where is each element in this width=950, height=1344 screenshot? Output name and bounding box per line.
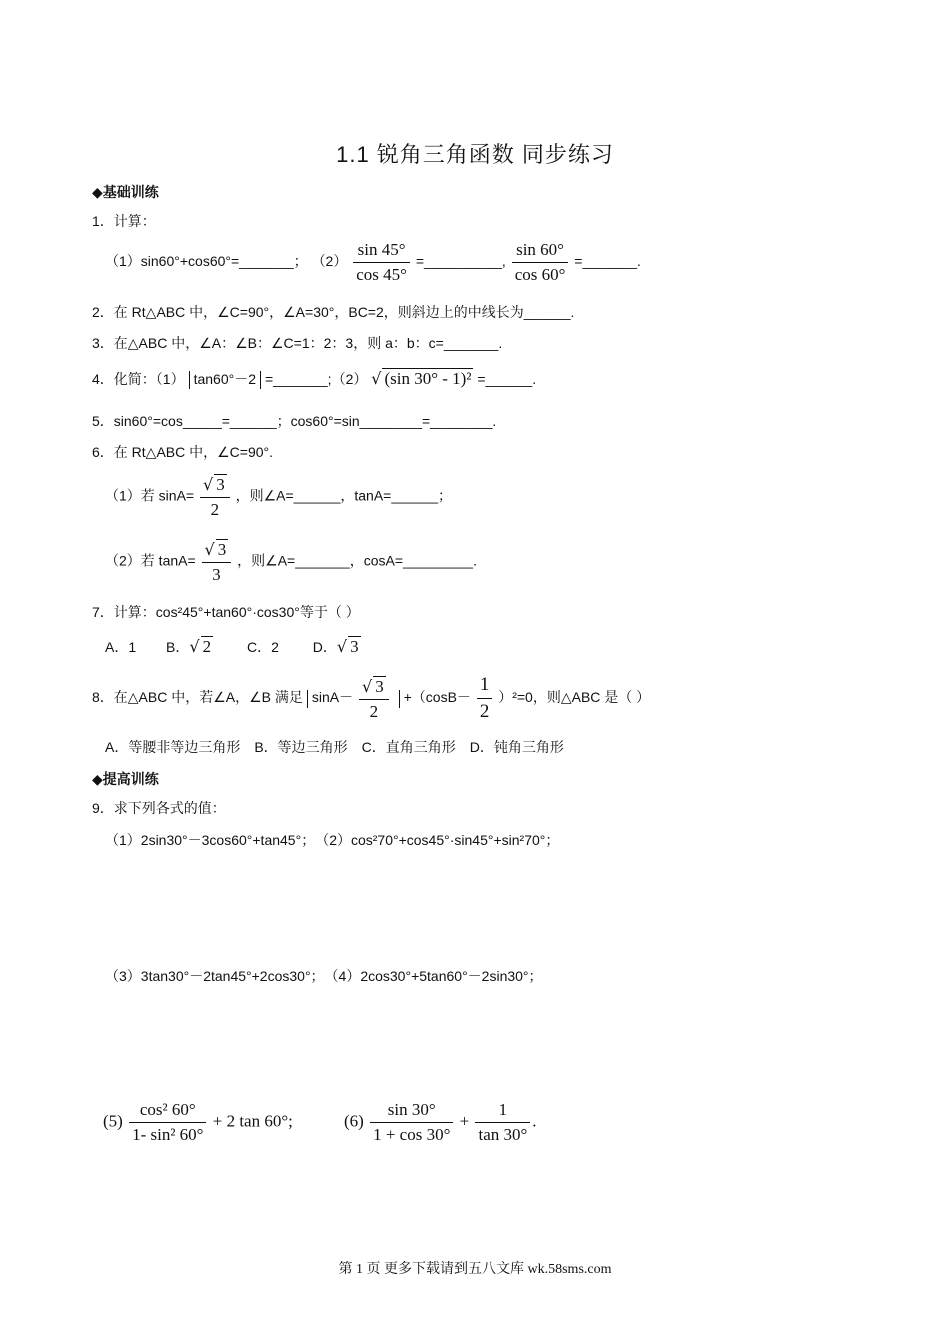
q8-f2-numerator: 1 [479,674,490,695]
q6-p2-fraction [202,539,232,585]
sqrt-icon: √ [202,475,214,494]
q1-stem: 1．计算： [92,213,156,229]
q7-option-d: D． [312,639,337,655]
q3: 3．在△ABC 中，∠A：∠B：∠C=1：2：3，则 a：b：c=_______. [92,335,503,351]
q1-f1-numerator: sin 45° [357,240,406,259]
q8-post: ）²=0，则△ABC 是（ ） [498,689,651,706]
q7-option-c: C．2 [246,639,279,655]
abs-bar-left [189,371,190,389]
q6-p1-numerator [200,474,230,497]
q7-options [105,636,361,657]
q8-sinA: sinA－ [311,689,354,706]
page-footer: 第 1 页 更多下载请到五八文库 wk.58sms.com [338,1262,612,1277]
q9-p6-numerator-2: 1 [498,1100,508,1119]
q8-fraction-1 [359,676,389,722]
q9-stem: 9．求下列各式的值： [92,800,226,816]
q6-p2-post: ，则∠A=_______，cosA=_________. [237,552,477,569]
q8-f1-denominator: 2 [359,699,389,722]
q7-option-b: B． [166,639,190,655]
q9-p6-fraction-2 [475,1100,530,1145]
q9-p5-fraction [129,1100,206,1145]
q7-option-a: A．1 [105,639,137,655]
q9-p6-denominator-2: tan 30° [475,1122,530,1145]
q9-p5-label: (5) [103,1111,123,1131]
q6-p1-denominator: 2 [200,497,230,520]
q8-options: A．等腰非等边三角形 B．等边三角形 C．直角三角形 D．钝角三角形 [105,739,564,755]
abs-bar-left [307,690,308,708]
q1-part1: （1）sin60°+cos60°=_______； [105,253,308,270]
q9-parts-3-4: （3）3tan30°－2tan45°+2cos30°； （4）2cos30°+5tan60°－2sin30°； [105,968,543,984]
q8-f1-numerator [359,676,389,699]
q1-f2-denominator: cos 60° [512,262,569,285]
q6-p2-numerator [202,539,232,562]
q6-p2-denominator: 3 [202,562,232,585]
q9-p6-label: (6) [344,1111,364,1131]
q2: 2．在 Rt△ABC 中，∠C=90°，∠A=30°，BC=2，则斜边上的中线长为______. [92,304,575,320]
q9-part5 [103,1100,293,1145]
sqrt-icon: √ [189,637,200,656]
q4-tail: =______. [477,371,537,387]
q4 [92,368,536,389]
q9-p5-post: + 2 tan 60°; [212,1111,293,1131]
q9-p6-denominator: 1 + cos 30° [370,1122,453,1145]
q9-p6-plus: + [459,1111,470,1131]
sqrt-icon: √ [362,676,373,696]
q1-f1-denominator: cos 45° [353,262,410,285]
q8-fraction-2 [477,674,493,723]
q7-b-radicand: 2 [202,637,212,656]
q1-tail: =_______. [574,253,641,270]
q6-p2-pre: （2）若 tanA= [105,552,196,569]
q1-fraction-2 [512,240,569,285]
q4-pre: 4．化简：（1） [92,371,185,387]
q1-f2-numerator: sin 60° [516,240,564,259]
q6-part2 [105,539,477,585]
q8-mid: +（cosB－ [403,689,471,706]
q9-p6-fraction-1 [370,1100,453,1145]
q6-part1 [105,474,452,520]
abs-bar-right [399,690,400,708]
q9-p6-numerator: sin 30° [387,1100,436,1119]
page-title: 1.1 锐角三角函数 同步练习 [336,142,614,167]
q9-p5-numerator: cos² 60° [139,1100,196,1119]
q4-post: =_______;（2） [265,371,368,387]
q9-part6 [344,1100,537,1145]
q4-mid: tan60°－2 [193,371,256,387]
q6-p2-radicand: 3 [217,540,227,559]
q8-f2-denominator: 2 [477,698,493,723]
q9-p6-end: . [532,1111,537,1131]
q5: 5．sin60°=cos_____=______；cos60°=sin________=________. [92,413,497,429]
sqrt-icon: √ [336,637,348,656]
q8-f1-radicand: 3 [375,676,384,696]
sqrt-icon: √ [204,540,215,559]
section-basic-heading: ◆基础训练 [92,184,159,200]
q6-p1-pre: （1）若 sinA= [105,487,195,504]
q1-fraction-1 [353,240,410,285]
q1-part2-label: （2） [311,253,348,270]
q4-radicand: (sin 30° - 1)² [384,369,472,388]
q1-parts [105,240,641,285]
q1-eq-blank: =__________, [415,253,506,270]
q6-p1-radicand: 3 [216,475,225,494]
q7-d-radicand: 3 [350,637,359,656]
q9-parts-1-2: （1）2sin30°－3cos60°+tan45°； （2）cos²70°+cos45°·sin45°+sin²70°； [105,832,560,848]
q8-pre: 8．在△ABC 中，若∠A，∠B 满足 [92,689,303,706]
q6-p1-post: ，则∠A=______，tanA=______； [235,487,453,504]
q7-stem: 7．计算：cos²45°+tan60°·cos30°等于（ ） [92,604,360,620]
abs-bar-right [260,371,261,389]
q8 [92,674,650,723]
q6-stem: 6．在 Rt△ABC 中，∠C=90°. [92,444,274,460]
q9-p5-denominator: 1- sin² 60° [129,1122,206,1145]
q6-p1-fraction [200,474,230,520]
section-advanced-heading: ◆提高训练 [92,771,159,787]
sqrt-icon: √ [371,369,382,388]
